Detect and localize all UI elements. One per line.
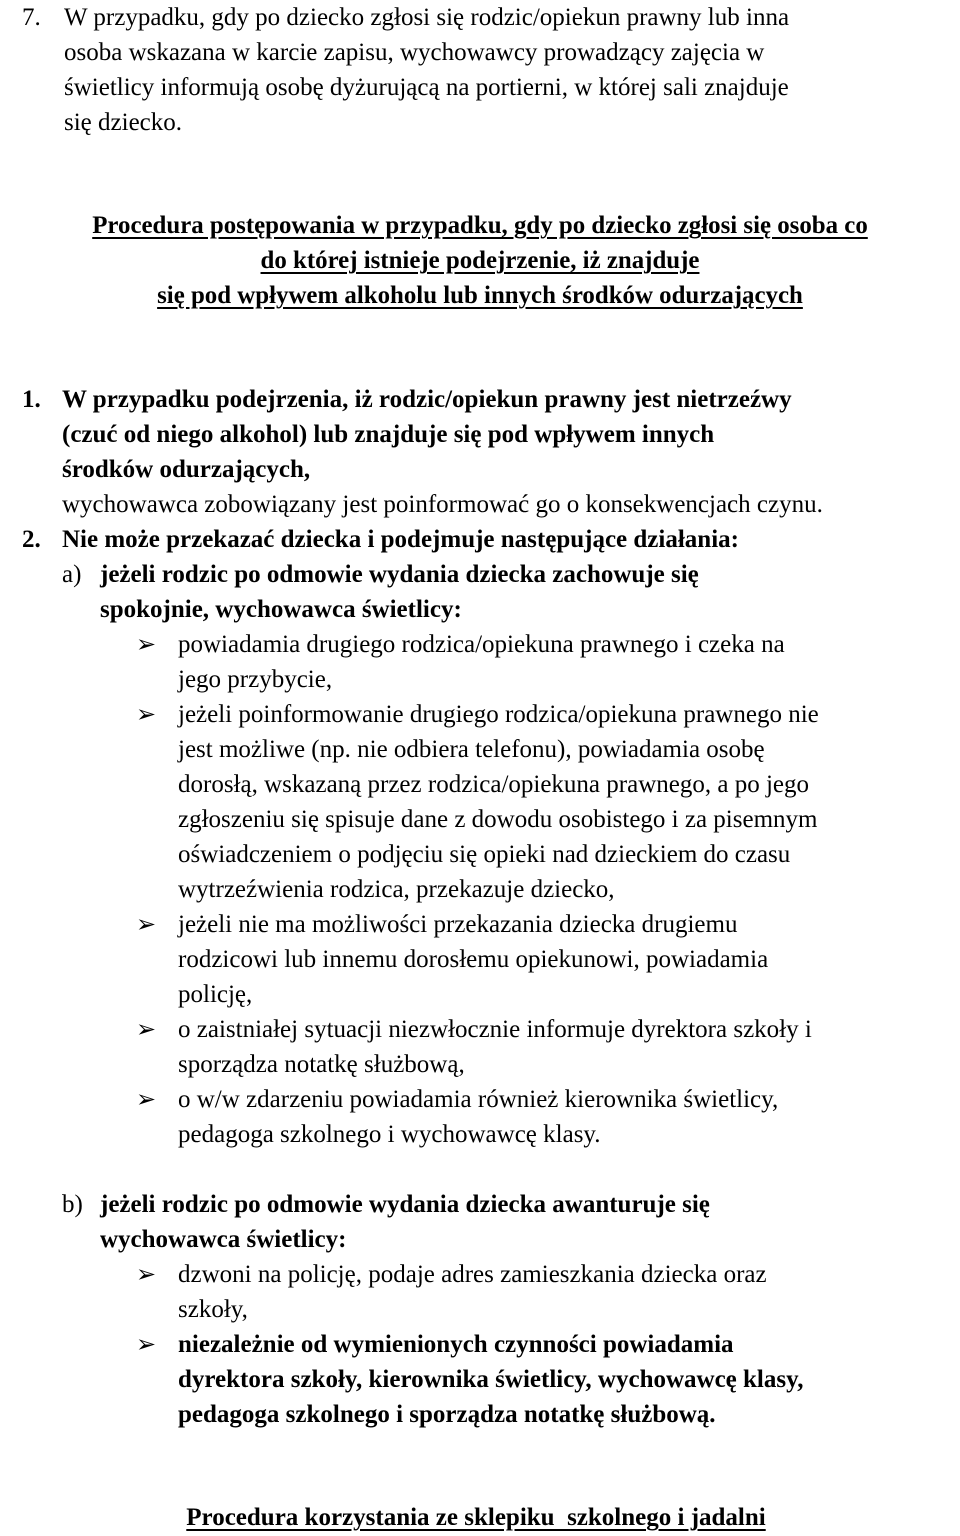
bullet-line: powiadamia drugiego rodzica/opiekuna prawnego i czeka na bbox=[178, 631, 785, 658]
sub-a-marker: a) bbox=[62, 561, 82, 588]
heading-line: Procedura korzystania ze sklepiku szkolnego i jadalni bbox=[186, 1504, 766, 1531]
point-1-line: (czuć od niego alkohol) lub znajduje się pod wpływem innych bbox=[62, 421, 715, 448]
sub-a-bullet-5 bbox=[178, 1082, 778, 1152]
point-1-text bbox=[62, 382, 792, 487]
sub-b-bullet-1 bbox=[178, 1257, 767, 1327]
item-7-line: osoba wskazana w karcie zapisu, wychowawcy prowadzący zajęcia w bbox=[64, 39, 765, 66]
point-2-text bbox=[62, 522, 739, 557]
point-1-tail-line: wychowawca zobowiązany jest poinformować go o konsekwencjach czynu. bbox=[62, 491, 823, 518]
sub-b-line: jeżeli rodzic po odmowie wydania dziecka awanturuje się bbox=[100, 1191, 710, 1218]
item-7-line: świetlicy informują osobę dyżurującą na portierni, w której sali znajduje bbox=[64, 74, 789, 101]
sub-a-text bbox=[100, 557, 699, 627]
sub-b-line: wychowawca świetlicy: bbox=[100, 1226, 347, 1253]
arrowhead-bullet-icon: ➢ bbox=[136, 630, 157, 658]
arrowhead-bullet-icon: ➢ bbox=[136, 1330, 157, 1358]
arrowhead-bullet-icon: ➢ bbox=[136, 700, 157, 728]
arrowhead-bullet-icon: ➢ bbox=[136, 1085, 157, 1113]
bullet-line: jeżeli nie ma możliwości przekazania dziecka drugiemu bbox=[178, 911, 738, 938]
sub-a-bullet-3 bbox=[178, 907, 768, 1012]
bullet-line: pedagoga szkolnego i sporządza notatkę służbową. bbox=[178, 1401, 716, 1428]
point-1-line: środków odurzających, bbox=[62, 456, 311, 483]
arrowhead-bullet-icon: ➢ bbox=[136, 1260, 157, 1288]
sub-a-bullet-4 bbox=[178, 1012, 812, 1082]
point-1-number: 1. bbox=[22, 386, 41, 413]
arrowhead-bullet-icon: ➢ bbox=[136, 910, 157, 938]
heading-line: Procedura postępowania w przypadku, gdy po dziecko zgłosi się osoba co bbox=[92, 212, 868, 239]
bullet-line: o zaistniałej sytuacji niezwłocznie informuje dyrektora szkoły i bbox=[178, 1016, 812, 1043]
bullet-line: rodzicowi lub innemu dorosłemu opiekunowi, powiadamia bbox=[178, 946, 769, 973]
bullet-line: o w/w zdarzeniu powiadamia również kierownika świetlicy, bbox=[178, 1086, 779, 1113]
sub-a-line: jeżeli rodzic po odmowie wydania dziecka zachowuje się bbox=[100, 561, 699, 588]
bullet-line: pedagoga szkolnego i wychowawcę klasy. bbox=[178, 1121, 601, 1148]
item-7-text bbox=[64, 0, 789, 140]
bullet-line: niezależnie od wymienionych czynności powiadamia bbox=[178, 1331, 734, 1358]
sub-b-marker: b) bbox=[62, 1191, 83, 1218]
heading-line: do której istnieje podejrzenie, iż znajduje bbox=[260, 247, 700, 274]
sub-a-bullet-2 bbox=[178, 697, 819, 907]
point-2-line: Nie może przekazać dziecka i podejmuje następujące działania: bbox=[62, 526, 739, 553]
procedure-heading-shop bbox=[0, 1500, 952, 1535]
sub-a-bullet-1 bbox=[178, 627, 785, 697]
sub-b-bullet-2 bbox=[178, 1327, 803, 1432]
sub-a-line: spokojnie, wychowawca świetlicy: bbox=[100, 596, 462, 623]
procedure-heading-alcohol bbox=[0, 208, 960, 313]
sub-b-text bbox=[100, 1187, 710, 1257]
bullet-line: jego przybycie, bbox=[178, 666, 333, 693]
point-1-tail bbox=[62, 487, 823, 522]
item-7-line: się dziecko. bbox=[64, 109, 183, 136]
item-7-line: W przypadku, gdy po dziecko zgłosi się rodzic/opiekun prawny lub inna bbox=[64, 4, 790, 31]
bullet-line: wytrzeźwienia rodzica, przekazuje dziecko, bbox=[178, 876, 615, 903]
bullet-line: dorosłą, wskazaną przez rodzica/opiekuna prawnego, a po jego bbox=[178, 771, 809, 798]
bullet-line: sporządza notatkę służbową, bbox=[178, 1051, 465, 1078]
bullet-line: dzwoni na policję, podaje adres zamieszkania dziecka oraz bbox=[178, 1261, 767, 1288]
bullet-line: oświadczeniem o podjęciu się opieki nad dzieckiem do czasu bbox=[178, 841, 791, 868]
bullet-line: szkoły, bbox=[178, 1296, 248, 1323]
bullet-line: policję, bbox=[178, 981, 253, 1008]
arrowhead-bullet-icon: ➢ bbox=[136, 1015, 157, 1043]
heading-line: się pod wpływem alkoholu lub innych środków odurzających bbox=[157, 282, 803, 309]
point-2-number: 2. bbox=[22, 526, 41, 553]
point-1-line: W przypadku podejrzenia, iż rodzic/opiekun prawny jest nietrzeźwy bbox=[62, 386, 792, 413]
bullet-line: jest możliwe (np. nie odbiera telefonu), powiadamia osobę bbox=[178, 736, 765, 763]
bullet-line: zgłoszeniu się spisuje dane z dowodu osobistego i za pisemnym bbox=[178, 806, 818, 833]
item-7-number: 7. bbox=[22, 4, 41, 31]
bullet-line: jeżeli poinformowanie drugiego rodzica/opiekuna prawnego nie bbox=[178, 701, 819, 728]
bullet-line: dyrektora szkoły, kierownika świetlicy, wychowawcę klasy, bbox=[178, 1366, 804, 1393]
